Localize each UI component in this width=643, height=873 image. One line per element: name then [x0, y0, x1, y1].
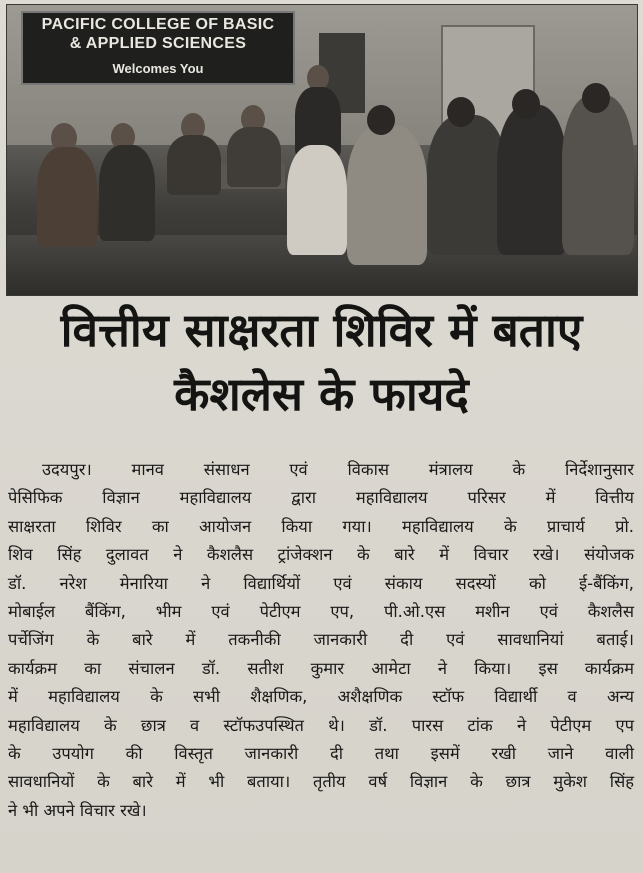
- photo-person: [227, 127, 281, 187]
- headline-line-1: वित्तीय साक्षरता शिविर में बताए: [60, 303, 583, 357]
- photo-person: [99, 145, 155, 241]
- banner-line-1: PACIFIC COLLEGE OF BASIC: [41, 16, 275, 33]
- photo-person: [287, 145, 347, 255]
- event-photo: [6, 4, 638, 296]
- article-body: [8, 456, 634, 825]
- body-line: मोबाईल बैंकिंग, भीम एवं पेटीएम एप, पी.ओ.एस मशीन एवं कैशलैस: [8, 602, 634, 622]
- college-banner: [21, 11, 295, 85]
- body-line: उदयपुर। मानव संसाधन एवं विकास मंत्रालय के निर्देशानुसार: [42, 460, 634, 479]
- photo-person: [427, 115, 507, 255]
- body-line: पेसिफिक विज्ञान महाविद्यालय द्वारा महाविद्यालय परिसर में वित्तीय: [8, 488, 634, 508]
- body-line: साक्षरता शिविर का आयोजन किया गया। महाविद्यालय के प्राचार्य प्रो.: [8, 516, 634, 536]
- body-line: शिव सिंह दुलावत ने कैशलैस ट्रांजेक्शन के बारे में विचार रखे। संयोजक: [8, 545, 634, 565]
- body-line: में महाविद्यालय के सभी शैक्षणिक, अशैक्षणिक स्टॉफ विद्यार्थी व अन्य: [8, 687, 634, 707]
- body-line: ने भी अपने विचार रखे।: [8, 800, 147, 820]
- headline: [0, 298, 643, 426]
- photo-person: [497, 105, 567, 255]
- photo-person-head: [512, 89, 540, 119]
- body-line: के उपयोग की विस्तृत जानकारी दी तथा इसमें रखी जाने वाली: [8, 744, 634, 764]
- photo-person: [167, 135, 221, 195]
- photo-person: [37, 147, 97, 247]
- banner-line-2: & APPLIED SCIENCES: [69, 35, 247, 52]
- body-line: डॉ. नरेश मेनारिया ने विद्यार्थियों एवं संकाय सदस्यों को ई-बैंकिंग,: [8, 573, 634, 593]
- headline-line-2: कैशलेस के फायदे: [174, 367, 469, 421]
- body-line: सावधानियों के बारे में भी बताया। तृतीय वर्ष विज्ञान के छात्र मुकेश सिंह: [8, 772, 634, 792]
- photo-person-head: [367, 105, 395, 135]
- body-line: महाविद्यालय के छात्र व स्टॉफउपस्थित थे। डॉ. पारस टांक ने पेटीएम एप: [8, 715, 634, 735]
- photo-person: [347, 125, 427, 265]
- banner-line-3: Welcomes You: [112, 61, 204, 76]
- photo-person: [562, 95, 634, 255]
- photo-person-head: [582, 83, 610, 113]
- body-line: कार्यक्रम का संचालन डॉ. सतीश कुमार आमेटा ने किया। इस कार्यक्रम: [8, 658, 634, 678]
- body-line: पर्चेजिंग के बारे में तकनीकी जानकारी दी एवं सावधानियां बताई।: [8, 630, 634, 650]
- photo-person-head: [447, 97, 475, 127]
